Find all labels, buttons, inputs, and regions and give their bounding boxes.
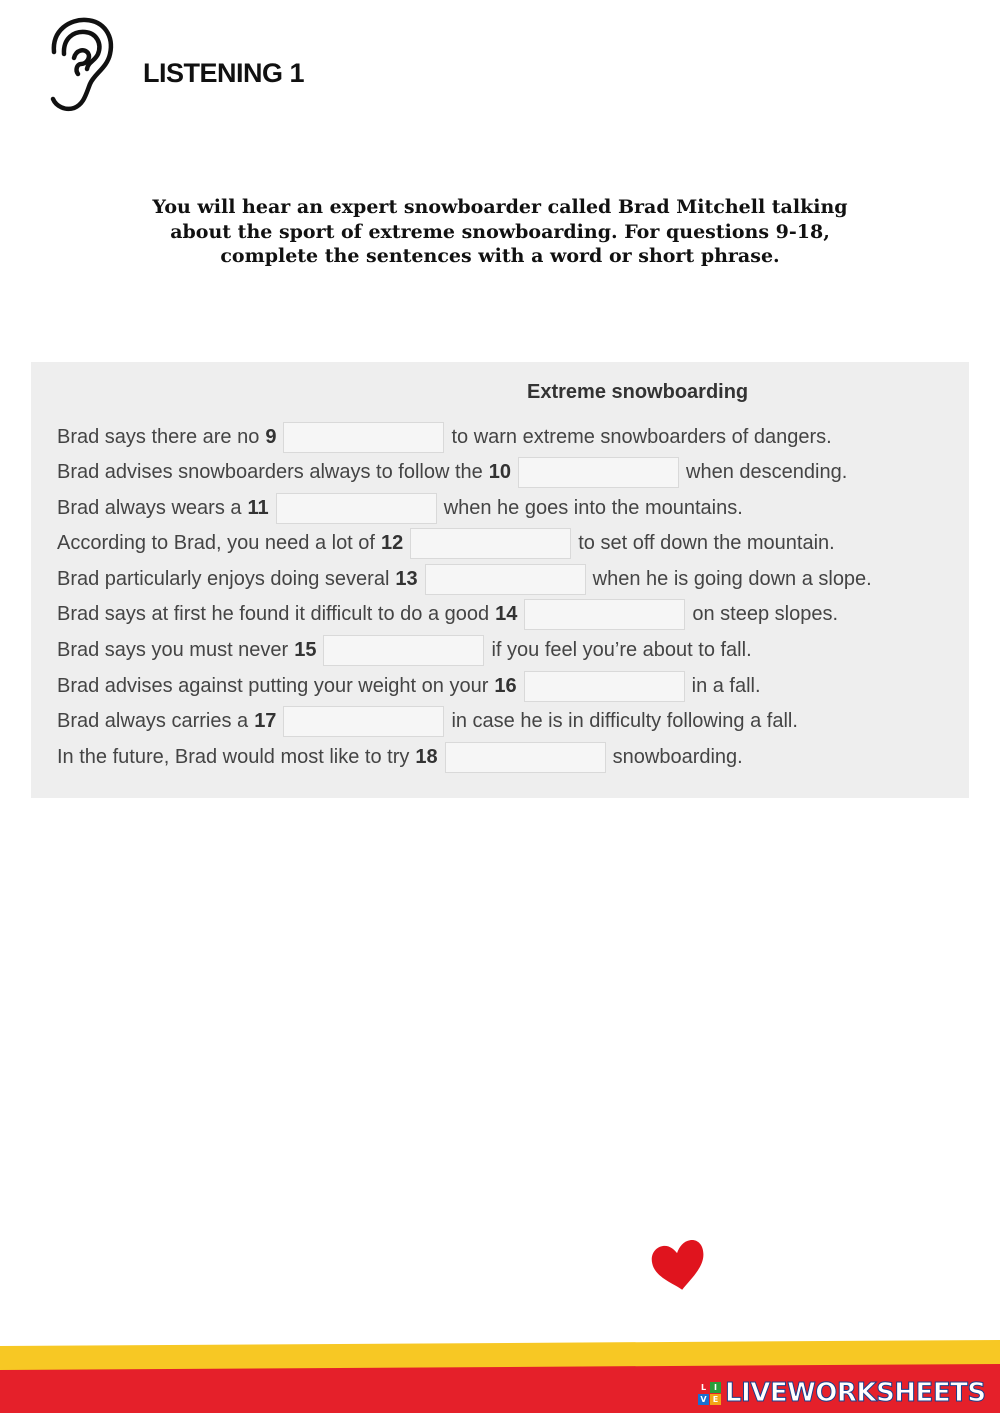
question-number: 15 [294,638,317,661]
question-text-after: when he is going down a slope. [592,567,872,590]
answer-input-18[interactable] [445,742,606,773]
brand-logo-icon [698,1382,721,1405]
question-text-before: Brad says there are no [57,425,260,448]
logo-letter-i: I [710,1382,721,1393]
question-number: 9 [265,425,277,448]
exercise-title: Extreme snowboarding [527,381,749,403]
answer-input-14[interactable] [524,599,685,630]
exercise-panel [31,362,969,798]
answer-input-12[interactable] [410,528,571,559]
question-text-before: Brad particularly enjoys doing several [57,567,390,590]
answer-input-15[interactable] [323,635,484,666]
question-number: 16 [494,674,517,697]
instructions-text: You will hear an expert snowboarder called Brad Mitchell talking about the sport of extreme snowboarding. For questions 9-18, complete the sentences with a word or short phrase. [152,196,848,267]
question-number: 14 [495,602,518,625]
question-text-after: when descending. [686,460,848,483]
question-number: 10 [488,460,512,483]
question-text-after: snowboarding. [612,745,743,768]
question-text-after: when he goes into the mountains. [443,496,743,519]
question-text-before: Brad advises against putting your weight on your [57,674,489,697]
question-row-16 [57,669,761,703]
question-text-before: Brad always carries a [57,709,249,732]
question-number: 12 [380,531,404,554]
question-text-before: According to Brad, you need a lot of [57,531,375,554]
question-text-after: in case he is in difficulty following a fall. [451,709,798,732]
question-number: 18 [415,745,438,768]
question-text-after: on steep slopes. [692,602,839,625]
question-number: 13 [395,567,418,590]
answer-input-13[interactable] [425,564,586,595]
answer-input-10[interactable] [518,457,679,488]
answer-input-16[interactable] [524,671,685,702]
question-text-before: Brad says you must never [57,638,289,661]
heart-icon [650,1238,708,1296]
logo-letter-v: V [698,1394,709,1405]
question-row-11 [57,491,743,525]
question-row-9 [57,420,832,454]
question-text-after: to set off down the mountain. [578,531,835,554]
question-row-10 [57,455,847,489]
question-text-before: Brad advises snowboarders always to follow the [57,460,483,483]
question-text-after: in a fall. [691,674,761,697]
question-row-12 [57,526,835,560]
answer-input-11[interactable] [276,493,437,524]
question-text-before: Brad says at first he found it difficult to do a good [57,602,490,625]
question-number: 11 [247,496,269,519]
question-text-before: Brad always wears a [57,496,242,519]
question-row-17 [57,704,798,738]
question-text-after: if you feel you’re about to fall. [491,638,752,661]
question-row-13 [57,562,872,596]
ear-icon [44,16,116,114]
question-text-before: In the future, Brad would most like to try [57,745,410,768]
liveworksheets-logo [698,1378,986,1408]
logo-letter-e: E [710,1394,721,1405]
question-row-15 [57,633,752,667]
question-row-14 [57,597,838,631]
brand-name: LIVEWORKSHEETS [725,1378,986,1408]
page-title: LISTENING 1 [143,58,305,88]
answer-input-17[interactable] [283,706,444,737]
question-number: 17 [254,709,277,732]
logo-letter-l: L [698,1382,709,1393]
question-text-after: to warn extreme snowboarders of dangers. [451,425,832,448]
question-row-18 [57,740,743,774]
answer-input-9[interactable] [283,422,444,453]
